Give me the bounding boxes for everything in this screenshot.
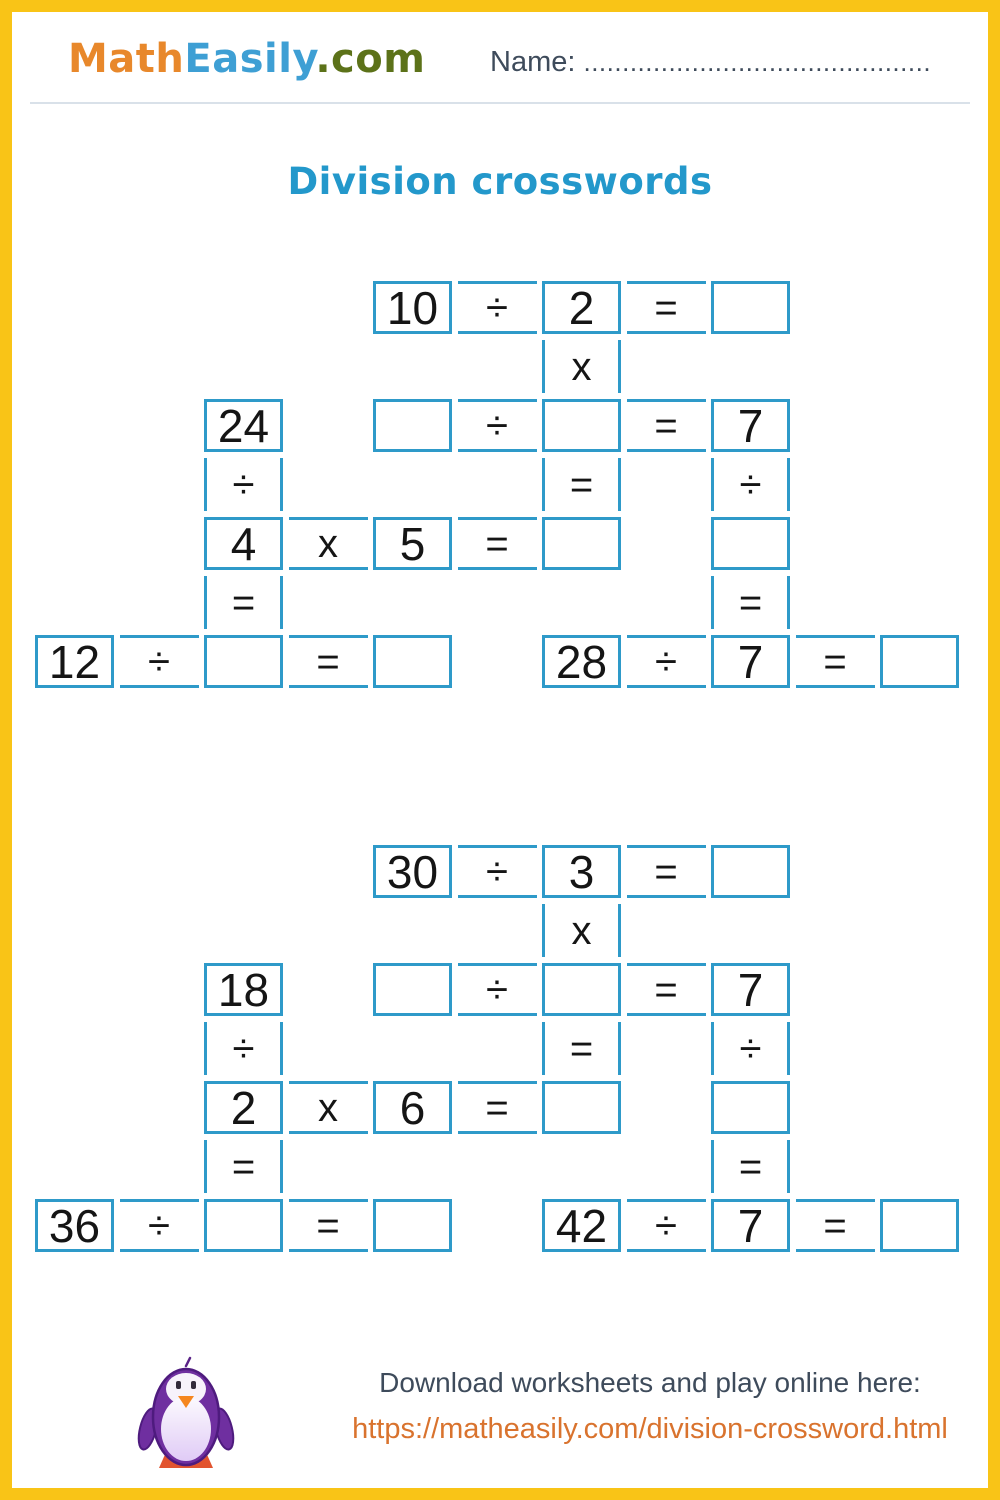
answer-cell[interactable] [711, 1081, 790, 1134]
answer-cell[interactable] [711, 281, 790, 334]
operator-cell: x [289, 1081, 368, 1134]
operator-cell: ÷ [627, 635, 706, 688]
crossword-puzzle-1 [35, 281, 959, 688]
page-title: Division crosswords [287, 160, 713, 203]
number-cell: 7 [711, 635, 790, 688]
operator-cell: ÷ [458, 963, 537, 1016]
number-cell: 18 [204, 963, 283, 1016]
operator-cell: ÷ [120, 635, 199, 688]
number-cell: 24 [204, 399, 283, 452]
header-divider [30, 102, 970, 104]
site-logo [68, 36, 425, 82]
number-cell: 10 [373, 281, 452, 334]
operator-cell: = [711, 576, 790, 629]
operator-cell: ÷ [458, 399, 537, 452]
footer-caption: Download worksheets and play online here: [379, 1367, 921, 1398]
operator-cell: = [711, 1140, 790, 1193]
operator-cell: = [289, 635, 368, 688]
footer-link[interactable]: https://matheasily.com/division-crossword.html [352, 1413, 948, 1445]
number-cell: 3 [542, 845, 621, 898]
operator-cell: = [458, 517, 537, 570]
operator-cell: = [796, 1199, 875, 1252]
footer [300, 1366, 1000, 1446]
number-cell: 7 [711, 1199, 790, 1252]
operator-cell: = [542, 1022, 621, 1075]
number-cell: 12 [35, 635, 114, 688]
number-cell: 2 [542, 281, 621, 334]
number-cell: 2 [204, 1081, 283, 1134]
operator-cell: = [627, 399, 706, 452]
answer-cell[interactable] [373, 635, 452, 688]
operator-cell: ÷ [711, 1022, 790, 1075]
penguin-mascot-icon [136, 1354, 236, 1472]
number-cell: 36 [35, 1199, 114, 1252]
operator-cell: ÷ [458, 281, 537, 334]
number-cell: 28 [542, 635, 621, 688]
logo-com: .com [315, 36, 426, 82]
name-label: Name: [490, 46, 576, 78]
answer-cell[interactable] [711, 845, 790, 898]
operator-cell: x [542, 340, 621, 393]
answer-cell[interactable] [880, 1199, 959, 1252]
operator-cell: = [204, 1140, 283, 1193]
number-cell: 42 [542, 1199, 621, 1252]
number-cell: 6 [373, 1081, 452, 1134]
answer-cell[interactable] [373, 1199, 452, 1252]
operator-cell: = [627, 845, 706, 898]
operator-cell: = [627, 963, 706, 1016]
operator-cell: ÷ [204, 1022, 283, 1075]
operator-cell: = [458, 1081, 537, 1134]
operator-cell: ÷ [204, 458, 283, 511]
operator-cell: = [204, 576, 283, 629]
answer-cell[interactable] [204, 635, 283, 688]
answer-cell[interactable] [542, 1081, 621, 1134]
operator-cell: = [796, 635, 875, 688]
logo-easily: Easily [184, 36, 316, 82]
operator-cell: ÷ [627, 1199, 706, 1252]
operator-cell: = [627, 281, 706, 334]
answer-cell[interactable] [542, 399, 621, 452]
number-cell: 4 [204, 517, 283, 570]
operator-cell: x [289, 517, 368, 570]
operator-cell: ÷ [711, 458, 790, 511]
operator-cell: x [542, 904, 621, 957]
name-field [490, 46, 970, 79]
operator-cell: ÷ [120, 1199, 199, 1252]
answer-cell[interactable] [542, 963, 621, 1016]
answer-cell[interactable] [711, 517, 790, 570]
operator-cell: ÷ [458, 845, 537, 898]
name-blank-line[interactable]: ............................................. [583, 47, 932, 77]
answer-cell[interactable] [373, 963, 452, 1016]
operator-cell: = [542, 458, 621, 511]
number-cell: 7 [711, 399, 790, 452]
operator-cell: = [289, 1199, 368, 1252]
logo-math: Math [68, 36, 185, 82]
crossword-puzzle-2 [35, 845, 959, 1252]
number-cell: 30 [373, 845, 452, 898]
number-cell: 7 [711, 963, 790, 1016]
answer-cell[interactable] [373, 399, 452, 452]
number-cell: 5 [373, 517, 452, 570]
answer-cell[interactable] [204, 1199, 283, 1252]
answer-cell[interactable] [542, 517, 621, 570]
answer-cell[interactable] [880, 635, 959, 688]
